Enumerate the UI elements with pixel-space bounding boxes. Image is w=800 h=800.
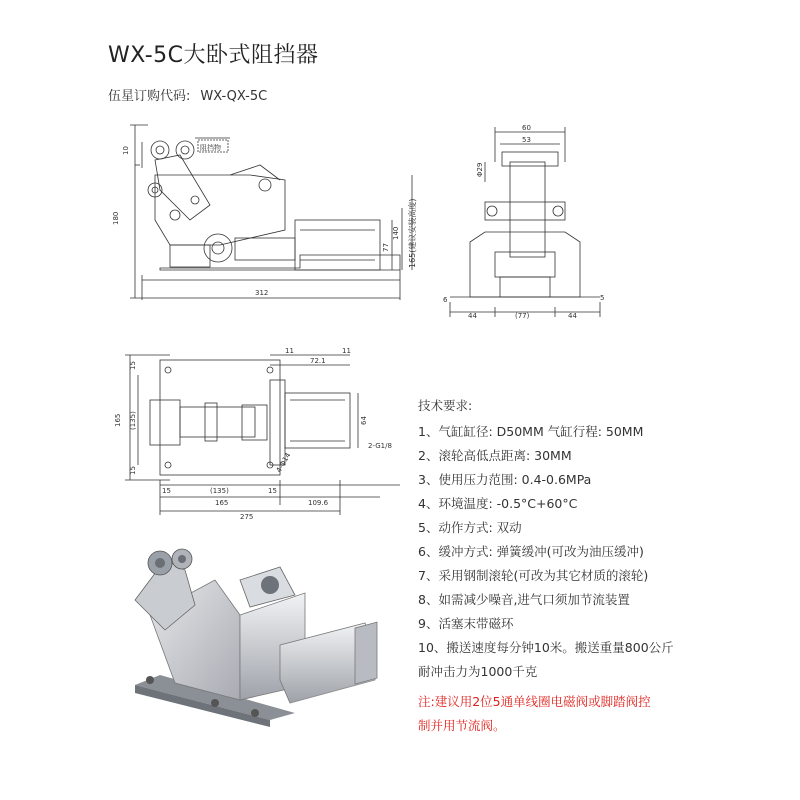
- dim-right5: 5: [600, 294, 605, 302]
- spec-item: 10、搬送速度每分钟10米。搬送重量800公斤: [418, 640, 674, 655]
- order-code-label: 伍星订购代码:: [108, 89, 191, 104]
- spec-item: 7、采用钢制滚轮(可改为其它材质的滚轮): [418, 568, 649, 583]
- note-line: 制并用节流阀。: [418, 718, 506, 733]
- dim-left6: 6: [443, 296, 448, 304]
- port-label: 2-G1/8: [368, 442, 392, 450]
- spec-item: 耐冲击力为1000千克: [418, 664, 538, 679]
- dim-w165: 165: [215, 499, 229, 507]
- dim-height-77: 77: [382, 243, 390, 252]
- spec-item: 3、使用压力范围: 0.4-0.6MPa: [418, 472, 592, 487]
- dim-top-gap: 10: [122, 146, 130, 155]
- spec-item: 1、气缸缸径: D50MM 气缸行程: 50MM: [418, 424, 644, 439]
- product-photo: [120, 545, 390, 730]
- dim-w60: 60: [522, 124, 531, 132]
- order-code-line: [108, 85, 267, 104]
- dim-b77: (77): [515, 312, 530, 320]
- dim-length-312: 312: [255, 289, 269, 297]
- dim-h15b: 15: [129, 466, 137, 475]
- dim-b44b: 44: [568, 312, 577, 320]
- dim-w1096: 109.6: [308, 499, 329, 507]
- spec-item: 5、动作方式: 双动: [418, 520, 522, 535]
- obstacle-label: 阻挡物: [200, 144, 221, 152]
- holes-label: 4-Φ14: [274, 451, 293, 474]
- dim-height-165: 165(建议安装高度): [408, 198, 417, 268]
- spec-list: [418, 394, 718, 684]
- spec-item: 9、活塞末带磁环: [418, 616, 514, 631]
- spec-item: 4、环境温度: -0.5°C+60°C: [418, 496, 578, 511]
- spec-item: 8、如需减少噪音,进气口须加节流装置: [418, 592, 630, 607]
- dim-h15a: 15: [129, 361, 137, 370]
- dim-h165: 165: [114, 413, 122, 427]
- dim-w15a: 15: [162, 487, 171, 495]
- dim-h64: 64: [360, 416, 368, 425]
- top-view-drawing: [110, 345, 410, 525]
- dim-t11b: 11: [342, 347, 351, 355]
- spec-item: 6、缓冲方式: 弹簧缓冲(可改为油压缓冲): [418, 544, 644, 559]
- dim-t72: 72.1: [310, 357, 326, 365]
- dim-w135: (135): [210, 487, 229, 495]
- side-view-drawing: [100, 120, 420, 310]
- dim-h135: (135): [129, 411, 137, 430]
- dim-w15b: 15: [268, 487, 277, 495]
- dim-w275: 275: [240, 513, 254, 521]
- dim-t11a: 11: [285, 347, 294, 355]
- note-text: [418, 690, 703, 738]
- spec-item: 2、滚轮高低点距离: 30MM: [418, 448, 572, 463]
- front-view-drawing: [440, 122, 610, 322]
- dim-dia29: Φ29: [476, 162, 484, 177]
- spec-heading: 技术要求:: [418, 398, 473, 413]
- dim-b44a: 44: [468, 312, 477, 320]
- dim-height-140: 140: [392, 226, 400, 240]
- dim-height-total: 180: [112, 211, 120, 225]
- note-line: 注:建议用2位5通单线圈电磁阀或脚踏阀控: [418, 694, 651, 709]
- page-title: WX-5C大卧式阻挡器: [108, 43, 319, 68]
- dim-w53: 53: [522, 136, 531, 144]
- order-code-value: WX-QX-5C: [200, 89, 268, 104]
